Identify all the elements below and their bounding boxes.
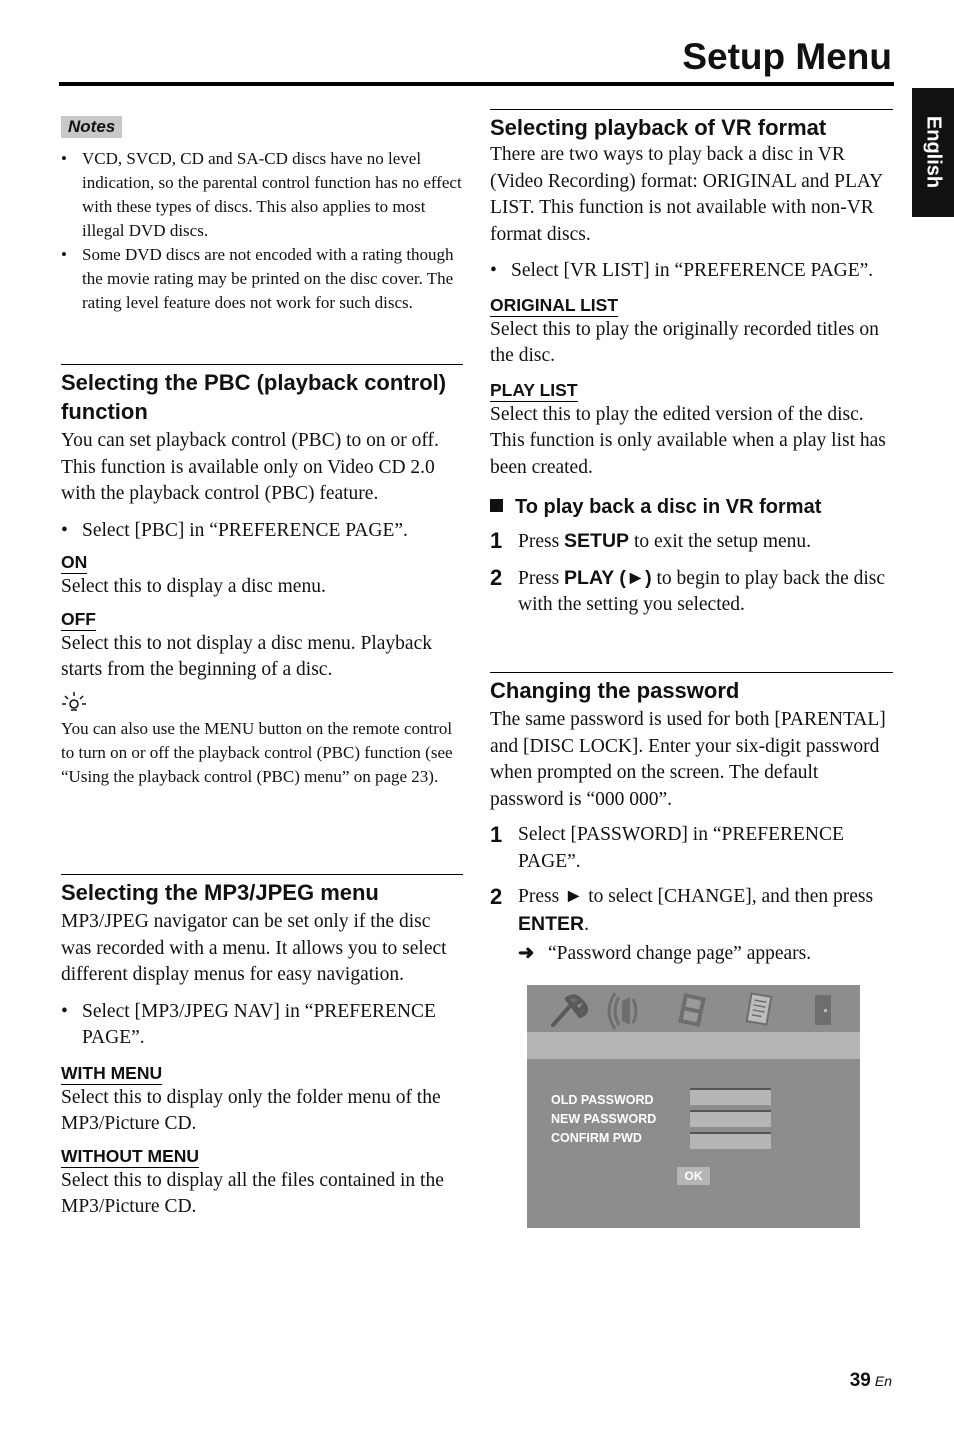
enter-key-label: ENTER [518,912,585,935]
vr-bullet: • Select [VR LIST] in “PREFERENCE PAGE”. [490,260,874,281]
step-text: . [584,913,589,935]
notes-section [61,116,463,315]
mp3-intro: MP3/JPEG navigator can be set only if the disc was recorded with a menu. It allows you to select different display menus for easy navigation. [61,911,447,985]
result-text: “Password change page” appears. [548,943,812,964]
with-menu-desc: Select this to display only the folder menu of the MP3/Picture CD. [61,1086,441,1134]
mp3-bullet-text: Select [MP3/JPEG NAV] in “PREFERENCE PAGE”. [82,1000,436,1048]
confirm-password-field[interactable] [690,1132,771,1149]
vr-step-1 [490,528,893,556]
old-password-label: OLD PASSWORD [551,1093,654,1107]
password-change-screen [527,985,860,1228]
mp3-section [61,874,463,1221]
password-step-1 [490,822,893,875]
pbc-bullet-text: Select [PBC] in “PREFERENCE PAGE”. [82,519,408,541]
pbc-intro: You can set playback control (PBC) to on or off. This function is available only on Video CD 2.0 with the playback control (PBC) feature. [61,430,439,504]
with-menu-term: WITH MENU [61,1062,163,1083]
play-key-label: PLAY (►) [564,566,652,589]
without-menu-desc: Select this to display all the files contained in the MP3/Picture CD. [61,1169,444,1217]
vr-bullet-text: Select [VR LIST] in “PREFERENCE PAGE”. [511,260,874,281]
step-number: 2 [490,564,503,590]
step-number: 2 [490,884,503,909]
vr-step-2 [490,565,893,619]
notes-label: Notes [61,116,122,138]
page-number-value: 39 [849,1370,871,1391]
password-result [518,941,893,968]
page-number [850,1370,892,1392]
setup-key-label: SETUP [564,530,630,552]
vr-subhead [490,494,893,520]
vr-subhead-text: To play back a disc in VR format [515,496,822,518]
ok-button[interactable]: OK [677,1167,710,1185]
play-list-desc: Select this to play the edited version of the disc. This function is only available when a play list has been created. [490,403,886,478]
note-item: • Some DVD discs are not encoded with a rating though the movie rating may be printed on the disc cover. The rating level feature does not work for such discs. [61,243,463,315]
pbc-section [61,364,463,789]
pbc-bullet: • Select [PBC] in “PREFERENCE PAGE”. [61,519,408,541]
page-language-code: En [874,1373,892,1389]
play-list-term: PLAY LIST [490,379,578,400]
vr-heading: Selecting playback of VR format [490,109,893,142]
page-title: Setup Menu [682,36,892,77]
square-bullet-icon [490,499,503,512]
password-intro: The same password is used for both [PARENTAL] and [DISC LOCK]. Enter your six-digit password when prompted on the screen. The default password is “000 000”. [490,709,886,810]
notes-list [61,147,463,315]
pbc-heading: Selecting the PBC (playback control) function [61,364,463,426]
new-password-field[interactable] [690,1110,771,1127]
language-tab [912,88,954,217]
step-text: Press ► to select [CHANGE], and then press [518,886,874,907]
step-text: to begin to play back the disc with the setting you selected. [518,567,886,615]
without-menu-term: WITHOUT MENU [61,1145,200,1166]
vr-section [490,109,893,619]
confirm-password-label: CONFIRM PWD [551,1131,642,1145]
password-heading: Changing the password [490,672,893,705]
mp3-heading: Selecting the MP3/JPEG menu [61,874,463,907]
step-text: Press [518,531,565,552]
original-list-term: ORIGINAL LIST [490,294,619,315]
tip-icon [61,690,463,717]
language-tab-label: English [922,115,945,189]
old-password-field[interactable] [690,1088,771,1105]
step-number: 1 [490,822,503,847]
arrow-right-icon: ➜ [518,943,535,964]
screen-icon-bar [527,985,860,1032]
wrench-icon [553,996,586,1025]
step-text: to exit the setup menu. [629,531,812,552]
note-item: • VCD, SVCD, CD and SA-CD discs have no level indication, so the parental control function has no effect with these types of discs. This also applies to most illegal DVD discs. [61,147,463,243]
pbc-on-desc: Select this to display a disc menu. [61,576,326,597]
original-list-desc: Select this to play the originally recorded titles on the disc. [490,318,879,366]
new-password-label: NEW PASSWORD [551,1112,657,1126]
pbc-tip-text: You can also use the MENU button on the remote control to turn on or off the playback control (PBC) function (see “Using the playback control (PBC) menu” on page 23). [61,718,453,786]
password-section [490,672,893,968]
mp3-bullet: • Select [MP3/JPEG NAV] in “PREFERENCE PAGE”. [61,1000,436,1048]
film-icon [678,993,706,1027]
speaker-icon [609,993,636,1029]
title-rule [59,82,894,86]
pbc-off-term: OFF [61,608,96,629]
step-number: 1 [490,528,503,553]
document-icon [747,993,772,1024]
step-text: Press [518,567,565,589]
screen-title-bar [527,1032,860,1059]
step-text: Select [PASSWORD] in “PREFERENCE PAGE”. [518,824,844,872]
vr-intro: There are two ways to play back a disc in VR (Video Recording) format: ORIGINAL and PLAY LIST. This function is not available with non-VR format discs. [490,144,883,245]
door-icon [815,995,831,1025]
pbc-on-term: ON [61,552,88,572]
password-step-2 [490,884,893,968]
pbc-off-desc: Select this to not display a disc menu. Playback starts from the beginning of a disc. [61,632,432,680]
